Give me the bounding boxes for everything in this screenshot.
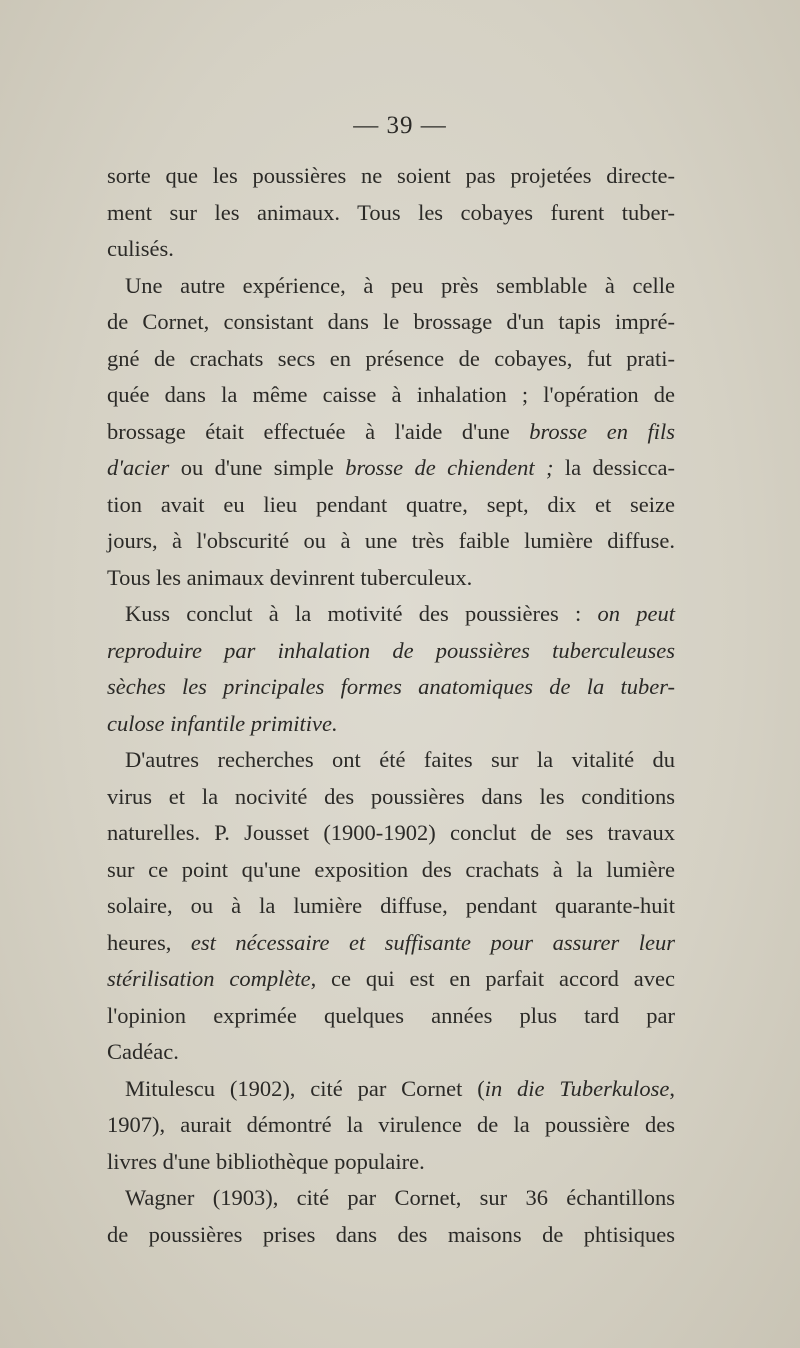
- text-line: [107, 1034, 675, 1071]
- text-line: [107, 1071, 675, 1108]
- text-line: [107, 377, 675, 414]
- text-line: [107, 1107, 675, 1144]
- text-line: [107, 1144, 675, 1181]
- text-line: [107, 158, 675, 195]
- text-line: [107, 596, 675, 633]
- text-segment: Mitulescu (1902), cité par Cornet (: [125, 1075, 485, 1101]
- text-segment: sur ce point qu'une exposition des crachats à la lumière: [107, 856, 675, 882]
- italic-text: culose infantile primitive.: [107, 710, 338, 736]
- text-segment: naturelles. P. Jousset (1900-1902) conclut de ses travaux: [107, 820, 675, 845]
- text-line: [107, 1217, 675, 1254]
- text-segment: livres d'une bibliothèque populaire.: [107, 1148, 425, 1174]
- text-line: [107, 852, 675, 889]
- text-segment: Tous les animaux devinrent tuberculeux.: [107, 564, 473, 590]
- text-segment: gné de crachats secs en présence de cobayes, fut prati-: [107, 345, 675, 371]
- text-line: [107, 779, 675, 816]
- text-line: [107, 304, 675, 341]
- text-segment: ,: [669, 1075, 675, 1101]
- text-segment: ment sur les animaux. Tous les cobayes furent tuber-: [107, 199, 675, 225]
- text-segment: quée dans la même caisse à inhalation ; l'opération de: [107, 382, 675, 407]
- text-segment: Une autre expérience, à peu près semblable à celle: [125, 272, 675, 298]
- text-line: [107, 706, 675, 743]
- text-segment: Wagner (1903), cité par Cornet, sur 36 échantillons: [125, 1185, 675, 1210]
- text-line: [107, 633, 675, 670]
- text-line: [107, 560, 675, 597]
- text-segment: heures,: [107, 929, 191, 955]
- text-line: [107, 450, 675, 487]
- italic-text: d'acier: [107, 455, 170, 480]
- text-segment: jours, à l'obscurité ou à une très faible lumière diffuse.: [107, 528, 675, 553]
- italic-text: stérilisation complète: [107, 966, 311, 991]
- text-line: [107, 888, 675, 925]
- text-line: [107, 195, 675, 232]
- text-segment: de poussières prises dans des maisons de phtisiques: [107, 1221, 675, 1247]
- italic-text: on peut: [597, 601, 675, 626]
- text-segment: 1907), aurait démontré la virulence de la poussière des: [107, 1112, 675, 1137]
- text-segment: ou d'une simple: [169, 455, 346, 480]
- text-line: [107, 487, 675, 524]
- italic-text: in die Tuberkulose: [484, 1075, 670, 1101]
- body-text: [107, 158, 675, 1253]
- text-segment: la dessicca-: [553, 455, 675, 480]
- italic-text: sèches les principales formes anatomiques de la tuber-: [107, 674, 675, 699]
- page-number: — 39 —: [353, 112, 447, 139]
- italic-text: reproduire par inhalation de poussières tuberculeuses: [107, 637, 675, 663]
- text-line: [107, 523, 675, 560]
- text-segment: solaire, ou à la lumière diffuse, pendant quarante-huit: [107, 893, 675, 918]
- text-line: [107, 414, 675, 451]
- text-segment: l'opinion exprimée quelques années plus tard par: [107, 1002, 675, 1028]
- text-segment: tion avait eu lieu pendant quatre, sept, dix et seize: [107, 491, 675, 517]
- text-segment: Kuss conclut à la motivité des poussières :: [125, 601, 598, 626]
- text-segment: D'autres recherches ont été faites sur la vitalité du: [125, 747, 675, 772]
- text-segment: culisés.: [107, 236, 174, 261]
- text-line: [107, 1180, 675, 1217]
- text-line: [107, 961, 675, 998]
- text-line: [107, 742, 675, 779]
- italic-text: est nécessaire et suffisante pour assurer leur: [190, 929, 675, 955]
- text-segment: de Cornet, consistant dans le brossage d'un tapis impré-: [107, 309, 675, 334]
- text-line: [107, 998, 675, 1035]
- text-line: [107, 815, 675, 852]
- text-line: [107, 925, 675, 962]
- italic-text: brosse en fils: [529, 418, 675, 444]
- text-segment: brossage était effectuée à l'aide d'une: [107, 418, 530, 444]
- text-segment: sorte que les poussières ne soient pas projetées directe-: [107, 163, 675, 188]
- text-line: [107, 669, 675, 706]
- text-line: [107, 341, 675, 378]
- text-segment: , ce qui est en parfait accord avec: [310, 966, 675, 991]
- italic-text: brosse de chiendent ;: [345, 455, 554, 480]
- text-segment: Cadéac.: [107, 1039, 179, 1064]
- text-line: [107, 268, 675, 305]
- text-segment: virus et la nocivité des poussières dans les conditions: [107, 783, 675, 809]
- text-line: [107, 231, 675, 268]
